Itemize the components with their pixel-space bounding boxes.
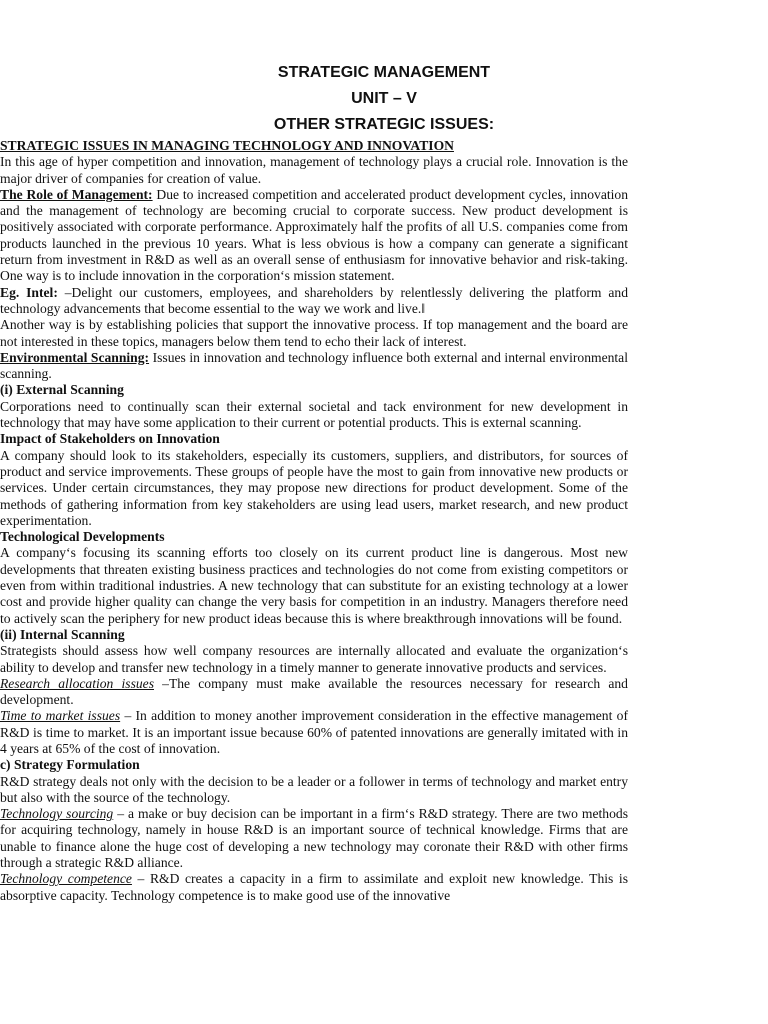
role-of-management-heading: The Role of Management: bbox=[0, 186, 153, 202]
time-to-market-paragraph bbox=[0, 708, 628, 757]
section-heading: STRATEGIC ISSUES IN MANAGING TECHNOLOGY AND INNOVATION bbox=[0, 138, 454, 153]
internal-scanning-heading: (ii) Internal Scanning bbox=[0, 626, 125, 642]
stakeholders-heading-text: Impact of Stakeholders on Innovation bbox=[0, 431, 220, 447]
intro-paragraph: In this age of hyper competition and innovation, management of technology plays a crucial role. Innovation is the major driver of companies for creation of value. bbox=[0, 154, 628, 186]
tech-developments-heading-text: Technological Developments bbox=[0, 529, 165, 545]
technology-competence-label: Technology competence bbox=[0, 871, 132, 887]
technology-competence-text: – R&D creates a capacity in a firm to assimilate and exploit new knowledge. This is absorptive capacity. Technology competence is to make good use of the innovative bbox=[0, 871, 628, 903]
tech-developments-text: A company‘s focusing its scanning efforts too closely on its current product line is dangerous. Most new developments that threaten existing business practices and technologies do not come from existing competitors or even from within traditional industries. A new technology that can substitute for an existing technology at a lower cost and provide higher quality can change the very basis for competition in an industry. Managers therefore need to actively scan the periphery for new product ideas because this is where breakthrough innovations will be found. bbox=[0, 545, 628, 626]
time-to-market-label: Time to market issues bbox=[0, 708, 121, 724]
intel-example-label: Eg. Intel: bbox=[0, 284, 58, 300]
stakeholders-heading bbox=[0, 431, 628, 447]
internal-scanning-text: Strategists should assess how well company resources are internally allocated and evaluate the organization‘s ability to develop and transfer new technology in a timely manner to generate innovative products and services. bbox=[0, 643, 628, 675]
environmental-scanning-text: Issues in innovation and technology influence both external and internal environmental scanning. bbox=[0, 349, 628, 382]
role-of-management-text: Due to increased competition and accelerated product development cycles, innovation and the management of technology are becoming crucial to corporate success. New product development is positively associated with corporate performance. Approximately half the profits of all U.S. companies come from products launched in the previous 10 years. What is less obvious is how a company can generate a significant return from investment in R&D as well as an overall sense of enthusiasm for innovative behavior and risk-taking. One way is to include innovation in the corporation‘s mission statement. bbox=[0, 186, 629, 284]
research-allocation-paragraph bbox=[0, 676, 628, 709]
research-allocation-text: –The company must make available the resources necessary for research and development. bbox=[0, 675, 628, 708]
policies-paragraph: Another way is by establishing policies that support the innovative process. If top management and the board are not interested in these topics, managers below them tend to echo their lack of interest. bbox=[0, 317, 628, 349]
technology-sourcing-label: Technology sourcing bbox=[0, 806, 114, 822]
intel-example-text: –Delight our customers, employees, and shareholders by relentlessly delivering the platform and technology advancements that become essential to the way we work and live.‖ bbox=[0, 284, 629, 316]
unit-title: UNIT – V bbox=[351, 90, 417, 107]
chapter-title: OTHER STRATEGIC ISSUES: bbox=[273, 116, 495, 133]
intel-example-paragraph bbox=[0, 285, 628, 318]
tech-developments-heading bbox=[0, 529, 628, 545]
technology-sourcing-text: – a make or buy decision can be important in a firm‘s R&D strategy. There are two methods for acquiring technology, namely in house R&D is an important source of technical knowledge. Firms that are unable to finance alone the huge cost of developing a new technology may coronate their R&D with other firms through a strategic R&D alliance. bbox=[0, 806, 628, 871]
document-title: STRATEGIC MANAGEMENT bbox=[277, 64, 491, 81]
technology-competence-paragraph bbox=[0, 871, 628, 904]
stakeholders-text: A company should look to its stakeholders, especially its customers, suppliers, and distributors, for sources of product and service improvements. These groups of people have the most to gain from innovative new products or services. Under certain circumstances, they may propose new directions for product development. Some of the methods of gathering information from key stakeholders are using lead users, market research, and new product experimentation. bbox=[0, 447, 628, 528]
time-to-market-text: – In addition to money another improvement consideration in the effective management of R&D is time to market. It is an important issue because 60% of patented innovations are generally imitated with in 4 years at 65% of the cost of innovation. bbox=[0, 708, 628, 756]
technology-sourcing-paragraph bbox=[0, 806, 628, 871]
external-scanning-heading: (i) External Scanning bbox=[0, 382, 124, 398]
research-allocation-label: Research allocation issues bbox=[0, 675, 154, 691]
environmental-scanning-heading: Environmental Scanning: bbox=[0, 349, 150, 365]
external-scanning-text: Corporations need to continually scan their external societal and tack environment for new development in technology that may have some application to their current or potential products. This is external scanning. bbox=[0, 398, 628, 431]
document-body bbox=[0, 138, 768, 904]
strategy-formulation-text: R&D strategy deals not only with the decision to be a leader or a follower in terms of technology and market entry but also with the source of the technology. bbox=[0, 773, 628, 805]
environmental-scanning-paragraph bbox=[0, 350, 628, 383]
strategy-formulation-heading: c) Strategy Formulation bbox=[0, 757, 140, 773]
role-of-management-paragraph bbox=[0, 187, 628, 285]
